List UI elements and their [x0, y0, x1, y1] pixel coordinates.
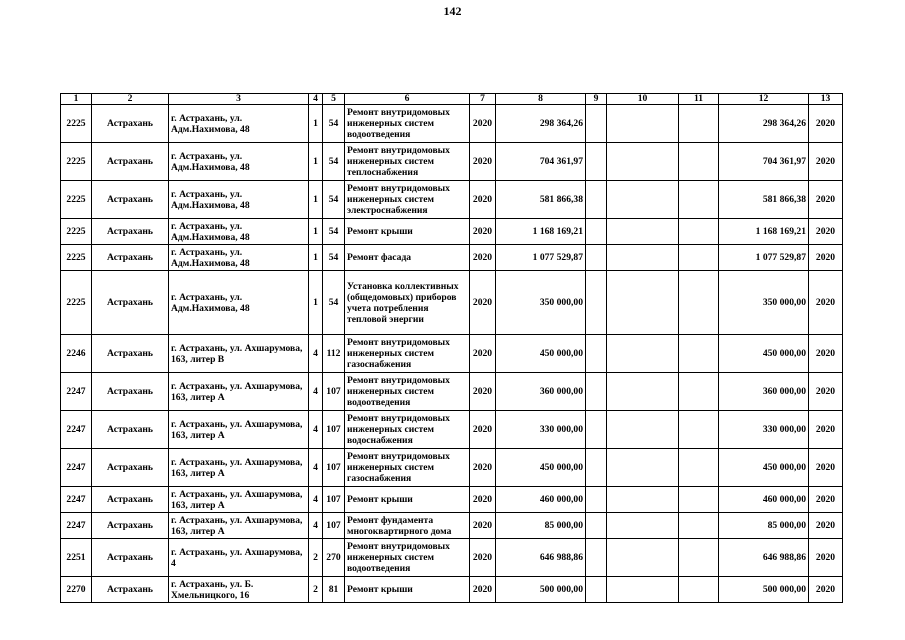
- table-row: [61, 335, 843, 373]
- table-row: [61, 487, 843, 513]
- cell-cost: 646 988,86: [496, 539, 586, 577]
- cell-total-cost: 350 000,00: [719, 271, 809, 335]
- cell-work-type: Ремонт внутридомовых инженерных систем водоотведения: [345, 373, 470, 411]
- cell-municipality: Астрахань: [92, 335, 169, 373]
- cell-municipality: Астрахань: [92, 411, 169, 449]
- cell-cost: 450 000,00: [496, 335, 586, 373]
- cell-registry-id: 2247: [61, 449, 92, 487]
- cell-floors: 1: [309, 181, 323, 219]
- cell-floors: 4: [309, 335, 323, 373]
- cell-work-type: Ремонт фасада: [345, 245, 470, 271]
- cell-registry-id: 2225: [61, 245, 92, 271]
- cell-apartments: 107: [323, 373, 345, 411]
- cell-cost: 85 000,00: [496, 513, 586, 539]
- cell-total-cost: 500 000,00: [719, 577, 809, 603]
- cell-apartments: 107: [323, 449, 345, 487]
- cell-col9: [586, 181, 607, 219]
- cell-apartments: 270: [323, 539, 345, 577]
- table-row: [61, 105, 843, 143]
- cell-cost: 1 077 529,87: [496, 245, 586, 271]
- cell-col11: [679, 487, 719, 513]
- cell-registry-id: 2247: [61, 411, 92, 449]
- cell-total-cost: 330 000,00: [719, 411, 809, 449]
- cell-municipality: Астрахань: [92, 487, 169, 513]
- cell-col10: [607, 271, 679, 335]
- cell-col9: [586, 143, 607, 181]
- cell-cost: 704 361,97: [496, 143, 586, 181]
- cell-col10: [607, 577, 679, 603]
- table-row: [61, 373, 843, 411]
- cell-col11: [679, 105, 719, 143]
- cell-year: 2020: [470, 449, 496, 487]
- cell-total-cost: 646 988,86: [719, 539, 809, 577]
- cell-col11: [679, 245, 719, 271]
- cell-floors: 4: [309, 449, 323, 487]
- cell-col11: [679, 577, 719, 603]
- cell-col9: [586, 577, 607, 603]
- cell-year: 2020: [470, 335, 496, 373]
- cell-col11: [679, 449, 719, 487]
- cell-municipality: Астрахань: [92, 373, 169, 411]
- cell-year: 2020: [470, 487, 496, 513]
- cell-col10: [607, 105, 679, 143]
- cell-col10: [607, 487, 679, 513]
- table-row: [61, 143, 843, 181]
- cell-total-cost: 460 000,00: [719, 487, 809, 513]
- cell-col11: [679, 335, 719, 373]
- cell-col9: [586, 373, 607, 411]
- cell-apartments: 107: [323, 487, 345, 513]
- cell-registry-id: 2225: [61, 105, 92, 143]
- cell-completion-year: 2020: [809, 105, 843, 143]
- cell-apartments: 54: [323, 271, 345, 335]
- cell-floors: 4: [309, 411, 323, 449]
- cell-work-type: Ремонт внутридомовых инженерных систем водоснабжения: [345, 411, 470, 449]
- cell-year: 2020: [470, 411, 496, 449]
- table-row: [61, 219, 843, 245]
- cell-col10: [607, 219, 679, 245]
- cell-total-cost: 1 077 529,87: [719, 245, 809, 271]
- cell-registry-id: 2251: [61, 539, 92, 577]
- cell-year: 2020: [470, 513, 496, 539]
- cell-municipality: Астрахань: [92, 513, 169, 539]
- cell-year: 2020: [470, 539, 496, 577]
- cell-work-type: Ремонт внутридомовых инженерных систем электроснабжения: [345, 181, 470, 219]
- cell-col11: [679, 411, 719, 449]
- cell-work-type: Ремонт фундамента многоквартирного дома: [345, 513, 470, 539]
- cell-work-type: Ремонт внутридомовых инженерных систем теплоснабжения: [345, 143, 470, 181]
- column-header: 6: [345, 94, 470, 105]
- cell-total-cost: 450 000,00: [719, 335, 809, 373]
- cell-address: г. Астрахань, ул. Адм.Нахимова, 48: [169, 219, 309, 245]
- cell-cost: 360 000,00: [496, 373, 586, 411]
- column-header: 8: [496, 94, 586, 105]
- cell-apartments: 54: [323, 181, 345, 219]
- cell-registry-id: 2247: [61, 487, 92, 513]
- column-header: 2: [92, 94, 169, 105]
- cell-municipality: Астрахань: [92, 539, 169, 577]
- cell-registry-id: 2225: [61, 219, 92, 245]
- cell-col11: [679, 219, 719, 245]
- cell-col10: [607, 449, 679, 487]
- column-header: 11: [679, 94, 719, 105]
- cell-cost: 298 364,26: [496, 105, 586, 143]
- table-row: [61, 411, 843, 449]
- cell-work-type: Ремонт крыши: [345, 577, 470, 603]
- cell-total-cost: 298 364,26: [719, 105, 809, 143]
- cell-floors: 1: [309, 219, 323, 245]
- table-row: [61, 245, 843, 271]
- cell-work-type: Ремонт внутридомовых инженерных систем водоотведения: [345, 539, 470, 577]
- cell-completion-year: 2020: [809, 539, 843, 577]
- cell-total-cost: 1 168 169,21: [719, 219, 809, 245]
- cell-col11: [679, 539, 719, 577]
- cell-apartments: 54: [323, 245, 345, 271]
- cell-address: г. Астрахань, ул. Адм.Нахимова, 48: [169, 181, 309, 219]
- cell-registry-id: 2225: [61, 181, 92, 219]
- cell-year: 2020: [470, 577, 496, 603]
- cell-col9: [586, 539, 607, 577]
- column-header: 5: [323, 94, 345, 105]
- cell-completion-year: 2020: [809, 487, 843, 513]
- cell-apartments: 81: [323, 577, 345, 603]
- cell-cost: 500 000,00: [496, 577, 586, 603]
- cell-floors: 1: [309, 105, 323, 143]
- cell-year: 2020: [470, 143, 496, 181]
- cell-registry-id: 2246: [61, 335, 92, 373]
- cell-address: г. Астрахань, ул. Ахшарумова, 163, литер А: [169, 513, 309, 539]
- cell-col9: [586, 219, 607, 245]
- table-row: [61, 577, 843, 603]
- table-row: [61, 271, 843, 335]
- column-header: 4: [309, 94, 323, 105]
- cell-completion-year: 2020: [809, 335, 843, 373]
- cell-floors: 1: [309, 245, 323, 271]
- cell-col10: [607, 411, 679, 449]
- cell-cost: 450 000,00: [496, 449, 586, 487]
- table-row: [61, 449, 843, 487]
- cell-year: 2020: [470, 219, 496, 245]
- column-header: 10: [607, 94, 679, 105]
- cell-year: 2020: [470, 181, 496, 219]
- cell-completion-year: 2020: [809, 449, 843, 487]
- cell-work-type: Ремонт внутридомовых инженерных систем газоснабжения: [345, 335, 470, 373]
- cell-apartments: 54: [323, 143, 345, 181]
- cell-municipality: Астрахань: [92, 181, 169, 219]
- cell-col11: [679, 373, 719, 411]
- cell-total-cost: 704 361,97: [719, 143, 809, 181]
- cell-col10: [607, 513, 679, 539]
- column-number-row: [61, 94, 843, 105]
- cell-address: г. Астрахань, ул. Ахшарумова, 163, литер А: [169, 373, 309, 411]
- cell-col11: [679, 143, 719, 181]
- cell-cost: 350 000,00: [496, 271, 586, 335]
- cell-address: г. Астрахань, ул. Ахшарумова, 163, литер А: [169, 449, 309, 487]
- cell-col9: [586, 449, 607, 487]
- cell-registry-id: 2247: [61, 513, 92, 539]
- cell-col10: [607, 539, 679, 577]
- cell-col11: [679, 513, 719, 539]
- capital-repair-table: [60, 93, 843, 603]
- cell-floors: 4: [309, 487, 323, 513]
- cell-municipality: Астрахань: [92, 245, 169, 271]
- cell-apartments: 54: [323, 219, 345, 245]
- cell-floors: 4: [309, 513, 323, 539]
- column-header: 1: [61, 94, 92, 105]
- cell-col9: [586, 513, 607, 539]
- cell-registry-id: 2225: [61, 271, 92, 335]
- table-row: [61, 181, 843, 219]
- cell-floors: 4: [309, 373, 323, 411]
- cell-completion-year: 2020: [809, 143, 843, 181]
- cell-municipality: Астрахань: [92, 143, 169, 181]
- cell-apartments: 112: [323, 335, 345, 373]
- column-header: 3: [169, 94, 309, 105]
- cell-total-cost: 581 866,38: [719, 181, 809, 219]
- cell-work-type: Ремонт крыши: [345, 487, 470, 513]
- column-header: 7: [470, 94, 496, 105]
- cell-total-cost: 360 000,00: [719, 373, 809, 411]
- cell-col10: [607, 143, 679, 181]
- cell-completion-year: 2020: [809, 373, 843, 411]
- cell-address: г. Астрахань, ул. Ахшарумова, 163, литер А: [169, 487, 309, 513]
- page-number: 142: [443, 4, 462, 18]
- cell-completion-year: 2020: [809, 181, 843, 219]
- table-row: [61, 513, 843, 539]
- cell-address: г. Астрахань, ул. Адм.Нахимова, 48: [169, 105, 309, 143]
- cell-apartments: 107: [323, 411, 345, 449]
- cell-completion-year: 2020: [809, 411, 843, 449]
- cell-municipality: Астрахань: [92, 219, 169, 245]
- cell-work-type: Ремонт внутридомовых инженерных систем газоснабжения: [345, 449, 470, 487]
- cell-municipality: Астрахань: [92, 577, 169, 603]
- cell-floors: 1: [309, 271, 323, 335]
- cell-registry-id: 2247: [61, 373, 92, 411]
- cell-completion-year: 2020: [809, 577, 843, 603]
- column-header: 9: [586, 94, 607, 105]
- cell-work-type: Установка коллективных (общедомовых) приборов учета потребления тепловой энергии: [345, 271, 470, 335]
- cell-cost: 330 000,00: [496, 411, 586, 449]
- cell-col9: [586, 271, 607, 335]
- cell-completion-year: 2020: [809, 245, 843, 271]
- cell-year: 2020: [470, 245, 496, 271]
- cell-floors: 2: [309, 577, 323, 603]
- cell-col10: [607, 181, 679, 219]
- cell-col10: [607, 245, 679, 271]
- cell-municipality: Астрахань: [92, 449, 169, 487]
- cell-col11: [679, 271, 719, 335]
- cell-work-type: Ремонт крыши: [345, 219, 470, 245]
- column-header: 12: [719, 94, 809, 105]
- cell-total-cost: 85 000,00: [719, 513, 809, 539]
- cell-municipality: Астрахань: [92, 105, 169, 143]
- cell-col9: [586, 487, 607, 513]
- table-row: [61, 539, 843, 577]
- cell-total-cost: 450 000,00: [719, 449, 809, 487]
- cell-registry-id: 2270: [61, 577, 92, 603]
- cell-address: г. Астрахань, ул. Адм.Нахимова, 48: [169, 245, 309, 271]
- cell-completion-year: 2020: [809, 513, 843, 539]
- cell-address: г. Астрахань, ул. Адм.Нахимова, 48: [169, 271, 309, 335]
- cell-apartments: 107: [323, 513, 345, 539]
- cell-col9: [586, 245, 607, 271]
- cell-address: г. Астрахань, ул. Ахшарумова, 163, литер А: [169, 411, 309, 449]
- cell-col11: [679, 181, 719, 219]
- cell-col10: [607, 373, 679, 411]
- cell-completion-year: 2020: [809, 271, 843, 335]
- cell-work-type: Ремонт внутридомовых инженерных систем водоотведения: [345, 105, 470, 143]
- cell-registry-id: 2225: [61, 143, 92, 181]
- cell-col9: [586, 335, 607, 373]
- cell-apartments: 54: [323, 105, 345, 143]
- cell-address: г. Астрахань, ул. Ахшарумова, 163, литер В: [169, 335, 309, 373]
- column-header: 13: [809, 94, 843, 105]
- cell-floors: 1: [309, 143, 323, 181]
- cell-year: 2020: [470, 373, 496, 411]
- cell-col9: [586, 105, 607, 143]
- cell-completion-year: 2020: [809, 219, 843, 245]
- cell-year: 2020: [470, 105, 496, 143]
- cell-cost: 1 168 169,21: [496, 219, 586, 245]
- cell-cost: 581 866,38: [496, 181, 586, 219]
- cell-cost: 460 000,00: [496, 487, 586, 513]
- cell-year: 2020: [470, 271, 496, 335]
- cell-address: г. Астрахань, ул. Б. Хмельницкого, 16: [169, 577, 309, 603]
- cell-municipality: Астрахань: [92, 271, 169, 335]
- cell-floors: 2: [309, 539, 323, 577]
- cell-address: г. Астрахань, ул. Адм.Нахимова, 48: [169, 143, 309, 181]
- cell-col9: [586, 411, 607, 449]
- cell-address: г. Астрахань, ул. Ахшарумова, 4: [169, 539, 309, 577]
- cell-col10: [607, 335, 679, 373]
